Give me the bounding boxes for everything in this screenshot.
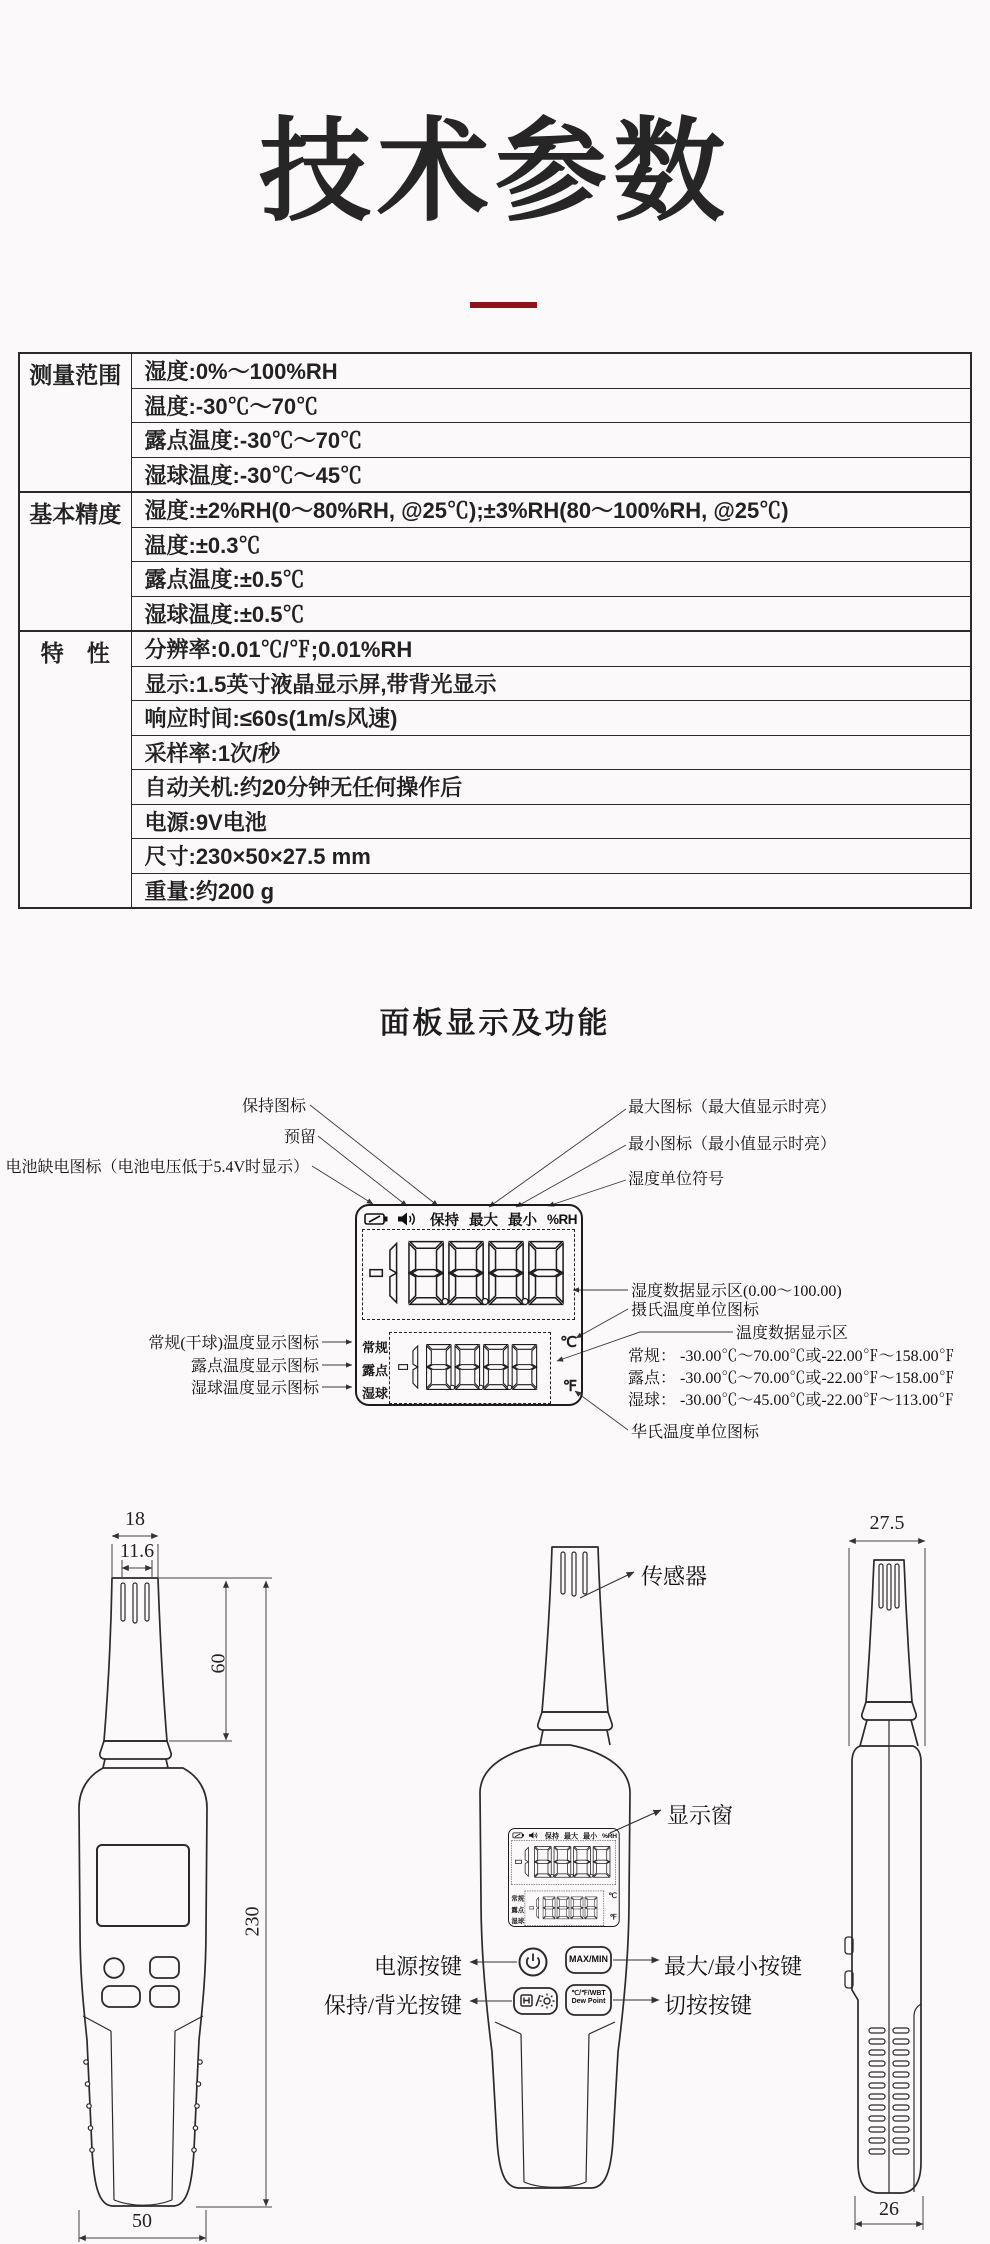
spec-row: 湿度:0%～100%RH: [131, 353, 971, 388]
callout-min-icon: 最小图标（最小值显示时亮）: [628, 1136, 837, 1153]
spec-section-label: 基本精度: [19, 492, 131, 631]
lcd-min-label: 最小: [508, 1212, 537, 1229]
dim-body-depth: 27.5: [869, 1512, 905, 1534]
panel-section-title: 面板显示及功能: [379, 1007, 611, 1040]
battery-low-icon: [364, 1212, 388, 1226]
spec-row: 自动关机:约20分钟无任何操作后: [131, 770, 971, 805]
callout-max-icon: 最大图标（最大值显示时亮）: [628, 1099, 837, 1116]
dim-body-width: 50: [132, 2210, 152, 2232]
lcd-temperature-area: [525, 1891, 604, 1926]
battery-low-icon: [512, 1832, 524, 1839]
side-view-drawing: [845, 1560, 921, 2193]
unit-switch-line2: Dew Point: [571, 1998, 606, 2005]
front-view-drawing: [79, 1578, 207, 2206]
max-min-button: MAX/MIN: [569, 1954, 608, 1964]
spec-row: 露点温度:±0.5℃: [131, 562, 971, 597]
lcd-min-label: 最小: [582, 1832, 598, 1841]
dim-cap-width: 18: [125, 1508, 145, 1530]
callout-max-min-button: 最大/最小按键: [664, 1954, 803, 1979]
lcd-humidity-area: [362, 1229, 575, 1320]
power-button-outline: [520, 1949, 547, 1976]
lcd-temperature-area: [389, 1332, 551, 1404]
lcd-dew-label: 露点: [511, 1905, 525, 1914]
device-lcd-window: [508, 1828, 620, 1927]
speaker-icon: [397, 1211, 417, 1227]
lcd-fahrenheit-unit: ℉: [609, 1913, 617, 1922]
callout-wet-temp-icon: 湿球温度显示图标: [190, 1380, 319, 1397]
dim-slot-width: 11.6: [119, 1540, 155, 1562]
lcd-normal-label: 常规: [362, 1340, 389, 1355]
spec-row: 重量:约200 g: [131, 873, 971, 908]
lcd-hold-label: 保持: [430, 1212, 459, 1229]
callout-reserved: 预留: [283, 1129, 316, 1146]
callout-humidity-area: 湿度数据显示区(0.00～100.00): [631, 1283, 842, 1300]
lcd-max-label: 最大: [469, 1212, 498, 1229]
spec-row: 温度:±0.3℃: [131, 527, 971, 562]
callout-dew-temp-icon: 露点温度显示图标: [190, 1358, 319, 1375]
temp-range-wet: 湿球： -30.00℃～45.00℃或-22.00℉～113.00℉: [628, 1392, 955, 1409]
lcd-normal-label: 常规: [511, 1894, 525, 1902]
callout-hold-backlight-button: 保持/背光按键: [323, 1993, 462, 2018]
lcd-max-label: 最大: [563, 1832, 579, 1841]
callout-fahrenheit-icon: 华氏温度单位图标: [631, 1424, 760, 1441]
spec-row: 显示:1.5英寸液晶显示屏,带背光显示: [131, 666, 971, 701]
lcd-wet-label: 湿球: [511, 1917, 525, 1925]
spec-row: 采样率:1次/秒: [131, 735, 971, 770]
callout-battery-low: 电池缺电图标（电池电压低于5.4V时显示）: [5, 1159, 309, 1176]
spec-row: 分辨率:0.01℃/℉;0.01%RH: [131, 631, 971, 666]
temp-range-normal: 常规： -30.00℃～70.00℃或-22.00℉～158.00℉: [628, 1348, 955, 1365]
callout-hold-icon: 保持图标: [241, 1098, 306, 1115]
dim-body-height: 230: [241, 1906, 264, 1937]
lcd-icon-row: [364, 1210, 577, 1228]
spec-row: 响应时间:≤60s(1m/s风速): [131, 701, 971, 736]
callout-celsius-icon: 摄氏温度单位图标: [631, 1302, 760, 1319]
spec-section-label: 特 性: [19, 631, 131, 908]
temp-range-dew: 露点： -30.00℃～70.00℃或-22.00℉～158.00℉: [628, 1370, 955, 1387]
hold-icon: [521, 1995, 540, 2006]
spec-row: 露点温度:-30℃～70℃: [131, 423, 971, 458]
callout-rh-unit: 湿度单位符号: [628, 1171, 725, 1188]
lcd-rh-unit: %RH: [602, 1831, 617, 1840]
lcd-panel-diagram: [355, 1204, 583, 1406]
spec-row: 湿球温度:±0.5℃: [131, 596, 971, 631]
lcd-fahrenheit-unit: ℉: [562, 1378, 577, 1395]
callout-switch-button: 切按按键: [664, 1993, 753, 2018]
temperature-digits: [529, 1896, 598, 1921]
backlight-icon: [540, 1994, 555, 2009]
power-icon: [527, 1954, 539, 1968]
spec-row: 尺寸:230×50×27.5 mm: [131, 839, 971, 874]
lcd-hold-label: 保持: [544, 1832, 559, 1841]
unit-switch-line1: ℃/℉/WBT: [571, 1990, 606, 1997]
page-title: 技术参数: [259, 109, 731, 234]
callout-temp-area: 温度数据显示区: [736, 1325, 849, 1342]
front-view-dimensions: [79, 1536, 272, 2242]
spec-row: 温度:-30℃～70℃: [131, 388, 971, 423]
lcd-dew-label: 露点: [362, 1363, 389, 1378]
device-callout-lines: [470, 1572, 661, 2001]
lcd-celsius-unit: ℃: [608, 1891, 617, 1901]
speaker-icon: [529, 1831, 539, 1839]
humidity-digits: [515, 1845, 611, 1879]
spec-section-label: 测量范围: [19, 353, 131, 492]
callout-sensor: 传感器: [641, 1564, 708, 1589]
lcd-icon-row: [512, 1831, 616, 1840]
dim-back-width: 26: [879, 2198, 899, 2220]
temperature-digits: [398, 1342, 538, 1392]
spec-row: 湿度:±2%RH(0～80%RH, @25℃);±3%RH(80～100%RH, @25℃): [131, 492, 971, 527]
lcd-humidity-area: [511, 1840, 615, 1885]
callout-display-window: 显示窗: [667, 1803, 734, 1828]
humidity-digits: [369, 1238, 565, 1308]
lcd-celsius-unit: ℃: [560, 1334, 577, 1351]
callout-power-button: 电源按键: [373, 1954, 462, 1979]
lcd-rh-unit: %RH: [547, 1211, 578, 1227]
spec-row: 电源:9V电池: [131, 804, 971, 839]
dim-probe-length: 60: [207, 1653, 230, 1674]
spec-row: 湿球温度:-30℃～45℃: [131, 457, 971, 492]
lcd-wet-label: 湿球: [362, 1386, 389, 1401]
callout-normal-temp-icon: 常规(干球)温度显示图标: [148, 1335, 319, 1352]
unit-switch-button: [566, 1990, 611, 2006]
